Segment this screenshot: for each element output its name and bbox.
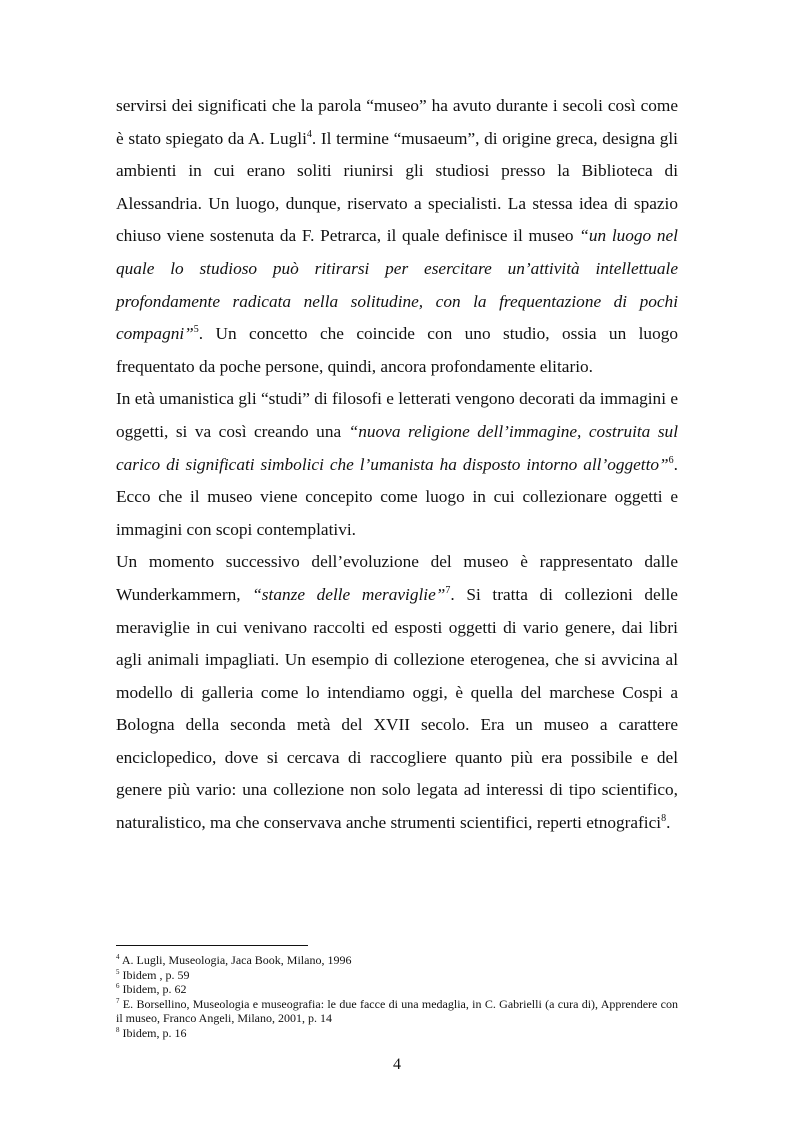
body-text [116, 90, 678, 840]
footnote-separator [116, 945, 308, 946]
footnote [116, 982, 678, 997]
footnote-number: 6 [116, 982, 120, 990]
footnote-text: Ibidem, p. 62 [119, 982, 187, 996]
paragraph [116, 383, 678, 546]
footnote-text: E. Borsellino, Museologia e museografia: le due facce di una medaglia, in C. Gabrielli (a cura di), Apprendere con il museo, Franco Angeli, Milano, 2001, p. 14 [116, 996, 678, 1025]
footnote-number: 7 [116, 996, 120, 1005]
footnote-marker: 8 [661, 813, 667, 825]
footnote-number: 8 [116, 1025, 120, 1034]
paragraph [116, 546, 678, 839]
quoted-text: “nuova religione dell’immagine, costruita sul carico di significati simbolici che l’umanista ha disposto intorno all’oggetto” [116, 421, 678, 474]
text-run: Un momento successivo dell’evoluzione del museo è rappresentato dalle Wunderkammern, [116, 552, 678, 604]
footnote-marker: 4 [306, 128, 312, 140]
text-run: servirsi dei significati che la parola “museo” ha avuto durante i secoli così come è stato spiegato da A. Lugli [116, 96, 678, 148]
footnote [116, 1026, 678, 1041]
paragraph [116, 90, 678, 383]
footnote-marker: 5 [193, 324, 199, 336]
footnote-text: Ibidem , p. 59 [119, 967, 190, 982]
text-run: . Ecco che il museo viene concepito come luogo in cui collezionare oggetti e immagini con scopi contemplativi. [116, 454, 678, 539]
text-run: . Un concetto che coincide con uno studio, ossia un luogo frequentato da poche persone, quindi, ancora profondamente elitario. [116, 324, 678, 376]
text-run: . [666, 813, 671, 833]
page-number: 4 [393, 1056, 401, 1073]
text-run: . Il termine “musaeum”, di origine greca, designa gli ambienti in cui erano soliti riunirsi gli studiosi presso la Biblioteca di Alessandria. Un luogo, dunque, riservato a specialisti. La stessa idea di spazio chiuso viene sostenuta da F. Petrarca, il quale definisce il museo [116, 128, 678, 246]
footnote-number: 4 [116, 953, 120, 961]
footnote-marker: 6 [668, 454, 674, 466]
footnote-marker: 7 [445, 585, 451, 597]
footnotes [116, 953, 678, 1040]
text-run: In età umanistica gli “studi” di filosofi e letterati vengono decorati da immagini e oggetti, si va così creando una [116, 389, 678, 441]
quoted-text: “un luogo nel quale lo studioso può ritirarsi per esercitare un’attività intellettuale profondamente radicata nella solitudine, con la frequentazione di pochi compagni” [116, 226, 678, 344]
footnote [116, 968, 678, 983]
footnote-text: Ibidem, p. 16 [119, 1025, 187, 1040]
footnote-text: A. Lugli, Museologia, Jaca Book, Milano, 1996 [119, 953, 352, 967]
footnote [116, 997, 678, 1026]
text-run: . Si tratta di collezioni delle meraviglie in cui venivano raccolti ed esposti oggetti di vario genere, dai libri agli animali impagliati. Un esempio di collezione eterogenea, che si avvicina al modello di galleria come lo intendiamo oggi, è quella del marchese Cospi a Bologna della seconda metà del XVII secolo. Era un museo a carattere enciclopedico, dove si cercava di raccogliere quanto più era possibile e del genere più vario: una collezione non solo legata ad interessi di tipo scientifico, naturalistico, ma che conservava anche strumenti scientifici, reperti etnografici [116, 584, 678, 833]
footnote-number: 5 [116, 967, 120, 976]
footnote [116, 953, 678, 968]
quoted-text: “stanze delle meraviglie” [252, 584, 446, 604]
